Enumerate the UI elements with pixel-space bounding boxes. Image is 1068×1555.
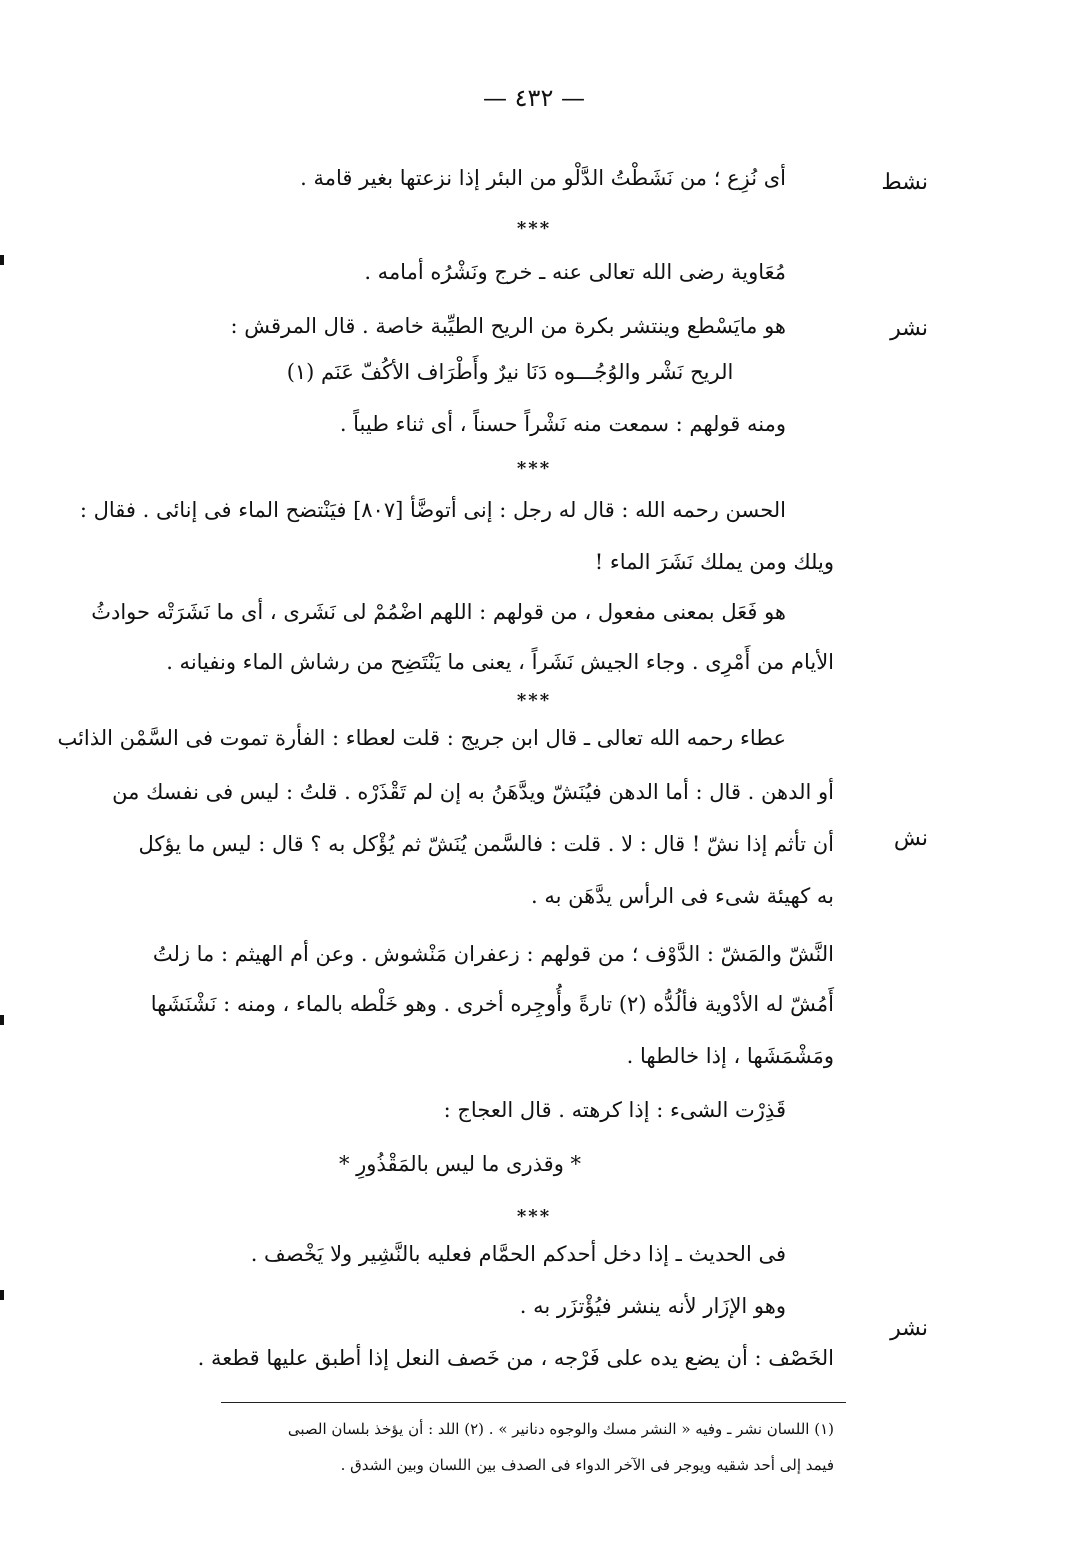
text-line: ومَشْمَشَها ، إذا خالطها . <box>626 1044 834 1068</box>
text-line: به كهيئة شىء فى الرأس يدَّهَن به . <box>531 884 834 908</box>
text-line: الخَصْف : أن يضع يده على فَرْجه ، من خَصف النعل إذا أطبق عليها قطعة . <box>197 1346 834 1370</box>
section-separator: *** <box>516 218 552 239</box>
scan-edge-mark <box>0 1015 4 1025</box>
text-line: هو مايَسْطع وينتشر بكرة من الريح الطيِّبة خاصة . قال المرقش : <box>230 314 786 338</box>
margin-word-nashat: نشط <box>881 170 928 195</box>
text-line: ويلك ومن يملك نَشَرَ الماء ! <box>594 550 834 574</box>
section-separator: *** <box>516 690 552 711</box>
text-line: أَمُشّ له الأدْوية فألُدُّه (٢) تارةً وأُوجِره أخرى . وهو خَلْطه بالماء ، ومنه : نَشْنَشَها <box>150 992 834 1016</box>
text-line: الأيام من أَمْرِى . وجاء الجيش نَشَراً ، يعنى ما يَنْتَضِح من رشاش الماء ونفيانه . <box>166 650 834 674</box>
text-line: قَذِرْت الشىء : إذا كرهته . قال العجاج : <box>443 1098 786 1122</box>
text-line: فى الحديث ـ إذا دخل أحدكم الحمَّام فعليه بالنَّشِير ولا يَخْصف . <box>250 1242 786 1266</box>
text-line: مُعَاوية رضى الله تعالى عنه ـ خرج ونَشْرُه أمامه . <box>364 260 786 284</box>
text-line: وهو الإزَار لأنه ينشر فيُؤْتزَر به . <box>519 1294 786 1318</box>
margin-word-nashr: نشر <box>890 316 928 341</box>
section-separator: *** <box>516 458 552 479</box>
text-line: الحسن رحمه الله : قال له رجل : إنى أتوضَّأ [٨٠٧] فيَنْتضح الماء فى إنائى . فقال : <box>79 498 786 522</box>
poetry-verse: * وقذرى ما ليس بالمَقْذُورِ * <box>338 1152 582 1176</box>
text-line: النَّشّ والمَشّ : الدَّوْف ؛ من قولهم : زعفران مَنْشوش . وعن أم الهيثم : ما زلتُ <box>152 942 834 966</box>
poetry-verse: الريح نَشْر والوُجُـــوه دَنَا نيرٌ وأَطْرَاف الأكُفّ عَنَم (١) <box>286 360 734 384</box>
text-line: أو الدهن . قال : أما الدهن فيُنَشّ ويدَّهَنُ به إن لم تَقْذَرْه . قلتُ : ليس فى نفسك من <box>112 780 834 804</box>
margin-word-nashr-2: نشر <box>890 1316 928 1341</box>
text-line: أن تأثم إذا نشّ ! قال : لا . قلت : فالسَّمن يُنَشّ ثم يُؤْكل به ؟ قال : ليس ما يؤكل <box>138 832 834 856</box>
footnote-line: فيمد إلى أحد شقيه ويوجر فى الآخر الدواء فى الصدف بين اللسان وبين الشدق . <box>340 1456 834 1474</box>
page-number: — ٤٣٢ — <box>483 84 585 112</box>
text-line: عطاء رحمه الله تعالى ـ قال ابن جريج : قلت لعطاء : الفأرة تموت فى السَّمْن الذائب <box>57 726 786 750</box>
text-line: هو فَعَل بمعنى مفعول ، من قولهم : اللهم اضْمُمْ لى نَشَرى ، أى ما نَشَرَتْه حوادثُ <box>91 600 786 624</box>
text-line: أى نُزِع ؛ من نَشَطْتُ الدَّلْو من البئر إذا نزعتها بغير قامة . <box>300 166 786 190</box>
margin-word-nash: نش <box>893 826 928 851</box>
scan-edge-mark <box>0 255 4 265</box>
scan-edge-mark <box>0 1290 4 1300</box>
footnote-line: (١) اللسان نشر ـ وفيه « النشر مسك والوجوه دنانير » . (٢) اللد : أن يؤخذ بلسان الصبى <box>287 1420 834 1438</box>
text-line: ومنه قولهم : سمعت منه نَشْراً حسناً ، أى ثناء طيباً . <box>339 412 786 436</box>
section-separator: *** <box>516 1206 552 1227</box>
footnote-rule <box>221 1402 846 1403</box>
